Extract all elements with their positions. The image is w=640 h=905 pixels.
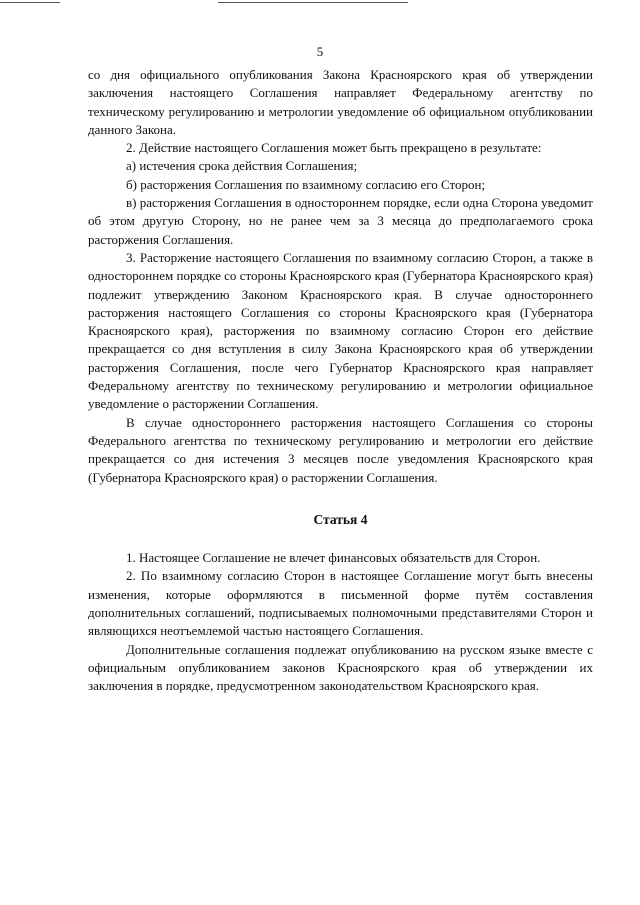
paragraph-article4-clause-1: 1. Настоящее Соглашение не влечет финансовых обязательств для Сторон. [126, 550, 541, 566]
list-item-b: б) расторжения Соглашения по взаимному согласию его Сторон; [126, 176, 486, 192]
paragraph-additional-agreements: Дополнительные соглашения подлежат опубликованию на русском языке вместе с официальным опубликованием законов Красноярского края об утверждении их заключения в порядке, предусмотренном законодательством Красноярского края. [88, 641, 593, 694]
paragraph-article4-clause-2: 2. По взаимному согласию Сторон в настоящее Соглашение могут быть внесены изменения, которые оформляются в письменной форме путём составления дополнительных соглашений, подписываемых полномочными представителями Сторон и являющихся неотъемлемой частью настоящего Соглашения. [88, 568, 593, 639]
paragraph-termination-intro: 2. Действие настоящего Соглашения может быть прекращено в результате: [126, 140, 542, 156]
paragraph-unilateral-termination: В случае одностороннего расторжения настоящего Соглашения со стороны Федерального агентства по техническому регулированию и метрологии его действие прекращается со дня истечения 3 месяцев после уведомления Красноярского края (Губернатора Красноярского края) о расторжении Соглашения. [88, 414, 593, 485]
scan-edge-line-left [0, 2, 60, 3]
list-item-c: в) расторжения Соглашения в одностороннем порядке, если одна Сторона уведомит об этом другую Сторону, но не ранее чем за 3 месяца до предполагаемого срока расторжения Соглашения. [88, 195, 593, 247]
paragraph-clause-3: 3. Расторжение настоящего Соглашения по взаимному согласию Сторон, а также в одностороннем порядке со стороны Красноярского края (Губернатора Красноярского края) подлежит утверждению Законом Красноярского края. В случае одностороннего расторжения настоящего Соглашения со стороны Красноярского края (Губернатора Красноярского края), расторжения по взаимному согласию Сторон его действие прекращается со дня вступления в силу Закона Красноярского края об утверждении расторжения Соглашения, после чего Губернатор Красноярского края направляет Федеральному агентству по техническому регулированию и метрологии официальное уведомление о расторжении Соглашения. [88, 249, 593, 412]
paragraph-continuation: со дня официального опубликования Закона Красноярского края об утверждении заключения настоящего Соглашения направляет Федеральному агентству по техническому регулированию и метрологии уведомление об официальном опубликовании данного Закона. [88, 67, 593, 137]
article-heading: Статья 4 [313, 511, 368, 527]
list-item-a: а) истечения срока действия Соглашения; [126, 158, 358, 174]
page-number: 5 [316, 44, 324, 59]
scan-edge-line-right [218, 2, 408, 3]
document-body [88, 66, 593, 696]
